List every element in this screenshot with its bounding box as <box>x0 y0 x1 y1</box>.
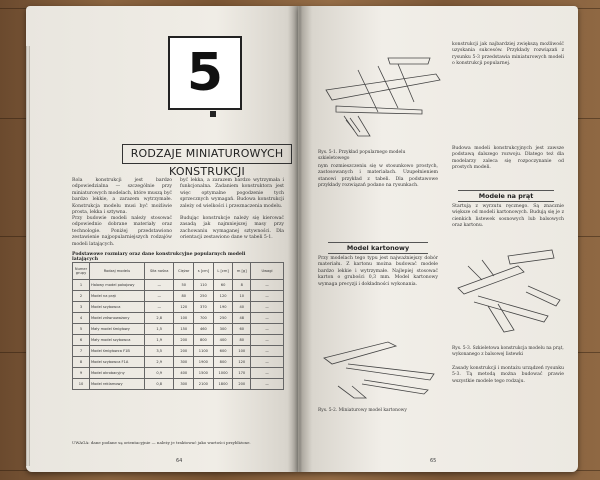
table-cell: 8 <box>73 357 90 368</box>
table-cell: 3 <box>73 302 90 313</box>
right-folio: 65 <box>430 458 437 464</box>
table-cell-model-name: Model akrobacyjny <box>90 368 145 379</box>
fig1-glider-frame-drawing <box>318 50 444 146</box>
th-l: L [cm] <box>213 263 233 280</box>
right-col1-paragraph: nym rozmieszczeniu się w stosunkowo prostych, zastosowanych i materiałach. Uzupełnieniem stanowi przykład z tabeli. Dla podstawowe przykłady rozwiązań podano na rysunkach. <box>318 164 438 189</box>
table-cell: — <box>251 379 284 390</box>
table-row <box>73 313 284 324</box>
table-cell-model-name: Model na prąt <box>90 291 145 302</box>
table-note: UWAGA: dane podane są orientacyjnie — należy je traktować jako wartości przybliżone. <box>72 440 251 445</box>
table-cell: 4 <box>73 313 90 324</box>
table-cell: 110 <box>194 280 214 291</box>
table-cell: 200 <box>174 346 194 357</box>
table-cell: 400 <box>213 335 233 346</box>
table-cell-model-name: Model szybowca <box>90 302 145 313</box>
table-header-row <box>73 263 284 280</box>
table-cell: 300 <box>174 379 194 390</box>
table-cell: 1800 <box>213 379 233 390</box>
table-cell: 250 <box>213 313 233 324</box>
table-cell: 60 <box>233 324 251 335</box>
right-col2-paragraph-c: Zasady konstrukcji i montażu urządzeń rysunku 5-3. Tą metodą można budować prawie wszystkie modele tego rodzaju. <box>452 366 564 384</box>
table-row <box>73 302 284 313</box>
left-col2-paragraph-b: Budując konstrukcje należy się kierować zasadą jak najmniejszej masy przy zachowaniu wymaganej sztywności. Dla orientacji zestawiono dane w tabeli 5-1. <box>180 216 284 241</box>
spec-table <box>72 262 284 390</box>
table-cell: 80 <box>174 291 194 302</box>
section-heading-cardboard: Model kartonowy <box>328 242 428 254</box>
table-cell: 250 <box>194 291 214 302</box>
left-col2-paragraph: być lekka, a zarazem bardzo wytrzymała i funkcjonalna. Zadaniem konstruktora jest więc optymalne pogodzenie tych sprzecznych wymagań. Budowa konstrukcji zależy od wielkości i przeznaczenia modelu. <box>180 178 284 209</box>
table-cell: 60 <box>213 280 233 291</box>
table-cell: 800 <box>213 357 233 368</box>
table-cell: 600 <box>213 346 233 357</box>
table-cell: 300 <box>174 357 194 368</box>
table-cell: 1,5 <box>145 324 174 335</box>
table-cell: 460 <box>194 324 214 335</box>
table-cell: 200 <box>174 335 194 346</box>
table-cell-model-name: Model szybowca F1A <box>90 357 145 368</box>
table-row <box>73 357 284 368</box>
table-cell: 48 <box>233 313 251 324</box>
table-cell: 800 <box>194 335 214 346</box>
th-weight: Ciężar <box>174 263 194 280</box>
table-cell-model-name: Model zrównoważony <box>90 313 145 324</box>
open-book <box>26 6 578 472</box>
table-cell: — <box>251 324 284 335</box>
table-cell: — <box>251 368 284 379</box>
section-rod-models-text: Startują z wyrzutu ręcznego. Są znacznie większe od modeli kartonowych. Budują się je z cienkich listewek sosnowych lub balsowych oraz kartonu. <box>452 204 564 229</box>
table-row <box>73 291 284 302</box>
table-cell: 7 <box>73 346 90 357</box>
left-page <box>26 6 298 472</box>
table-row <box>73 379 284 390</box>
table-cell-model-name: Mały model szybowca <box>90 335 145 346</box>
table-cell: 100 <box>174 313 194 324</box>
table-cell: 40 <box>233 302 251 313</box>
table-row <box>73 280 284 291</box>
table-cell: 1500 <box>194 368 214 379</box>
table-cell: 8 <box>233 280 251 291</box>
right-col2-paragraph: konstrukcji jak najbardziej zwiększą możliwość uzyskania sukcesów. Przykłady rozwiązań z rysunku 5-3 przedstawia miniaturowych modeli o konstrukcji popularnej. <box>452 42 564 67</box>
table-cell: 1900 <box>194 357 214 368</box>
table-cell: 50 <box>174 280 194 291</box>
table-cell: 80 <box>233 335 251 346</box>
table-cell: 170 <box>233 368 251 379</box>
table-cell: 1100 <box>194 346 214 357</box>
table-cell: 3,5 <box>145 346 174 357</box>
table-cell-model-name: Mały model śmigłowy <box>90 324 145 335</box>
table-row <box>73 324 284 335</box>
table-cell: 6 <box>73 335 90 346</box>
fig2-caption: Rys. 5-2. Miniaturowy model kartonowy <box>318 408 407 413</box>
table-cell: 9 <box>73 368 90 379</box>
table-cell: 120 <box>233 357 251 368</box>
table-cell: 1,9 <box>145 335 174 346</box>
section-cardboard-text: Przy modelach tego typu jest najważniejszy dobór materiału. Z kartonu można budować modele bardzo lekkie i wytrzymałe. Najlepiej stosować karton o grubości 0,3 mm. Model kartonowy wymaga precyzji i dokładności wykonania. <box>318 256 438 287</box>
table-cell: 400 <box>174 368 194 379</box>
chapter-number: 5 <box>168 36 242 110</box>
table-cell: 5 <box>73 324 90 335</box>
fig3-caption: Rys. 5-3. Szkieletowa konstrukcja modelu na prąt, wykonanego z balsowej listewki <box>452 346 564 357</box>
table-cell: 300 <box>213 324 233 335</box>
th-m: m [g] <box>233 263 251 280</box>
th-group: Numer grupy <box>73 263 90 280</box>
table-cell-model-name: Model reklamowy <box>90 379 145 390</box>
table-cell: 2100 <box>194 379 214 390</box>
th-lift: Siła nośna <box>145 263 174 280</box>
table-cell: — <box>251 335 284 346</box>
fig1-caption: Rys. 5-1. Przykład popularnego modelu szkieletowego <box>318 150 406 161</box>
fig2-cardboard-model-drawing <box>318 328 440 404</box>
page-stack <box>26 46 30 466</box>
left-col1-paragraph-b: Przy budowie modeli należy stosować odpowiednio dobrane materiały oraz technologie. Poniżej przedstawiono zestawienie najpopularniejszych rodzajów modeli latających. <box>72 216 172 247</box>
table-cell: — <box>251 346 284 357</box>
chapter-title: RODZAJE MINIATUROWYCH KONSTRUKCJI <box>122 144 292 164</box>
table-cell-model-name: Halowy model pokojowy <box>90 280 145 291</box>
table-cell: 200 <box>233 379 251 390</box>
chapter-dot-mark <box>210 111 216 117</box>
table-cell: 2 <box>73 291 90 302</box>
th-s: s [cm] <box>194 263 214 280</box>
table-cell: 150 <box>174 324 194 335</box>
table-cell: — <box>145 280 174 291</box>
table-row <box>73 335 284 346</box>
left-folio: 64 <box>176 458 183 464</box>
table-cell: 100 <box>233 346 251 357</box>
left-col1-paragraph: Rola konstrukcji jest bardzo odpowiedzialna — szczególnie przy miniaturowych modelach, które muszą być bardzo lekkie, a zarazem wytrzymałe. Konstrukcja modelu musi być możliwie prosta, lekka i sztywna. <box>72 178 172 216</box>
table-cell: 190 <box>213 302 233 313</box>
table-cell: — <box>145 291 174 302</box>
table-cell: 2,8 <box>145 313 174 324</box>
right-page <box>298 6 578 472</box>
table-cell: 120 <box>174 302 194 313</box>
table-cell: 10 <box>233 291 251 302</box>
table-cell: — <box>251 313 284 324</box>
th-model: Rodzaj modelu <box>90 263 145 280</box>
fig3-balsa-frame-drawing <box>448 246 568 342</box>
table-row <box>73 346 284 357</box>
table-row <box>73 368 284 379</box>
table-cell: 120 <box>213 291 233 302</box>
section-heading-rod-models: Modele na prąt <box>458 190 554 202</box>
table-cell: — <box>251 357 284 368</box>
table-cell: 0,8 <box>145 379 174 390</box>
table-cell: — <box>251 291 284 302</box>
table-cell: 700 <box>194 313 214 324</box>
table-cell: 0,9 <box>145 368 174 379</box>
th-notes: Uwagi <box>251 263 284 280</box>
table-cell: — <box>251 302 284 313</box>
table-caption: Podstawowe rozmiary oraz dane konstrukcyjne popularnych modeli latających <box>72 252 246 262</box>
table-cell: — <box>145 302 174 313</box>
table-cell-model-name: Model śmigłowca F1B <box>90 346 145 357</box>
table-cell: 1000 <box>213 368 233 379</box>
right-col2-paragraph-b: Budowa modeli konstrukcyjnych jest zawsze podstawą dalszego rozwoju. Dlatego też dla modelarzy zaleca się rozpoczynanie od prostych modeli. <box>452 146 564 171</box>
table-cell: 370 <box>194 302 214 313</box>
table-cell: 10 <box>73 379 90 390</box>
table-cell: — <box>251 280 284 291</box>
table-cell: 1 <box>73 280 90 291</box>
table-cell: 2,9 <box>145 357 174 368</box>
